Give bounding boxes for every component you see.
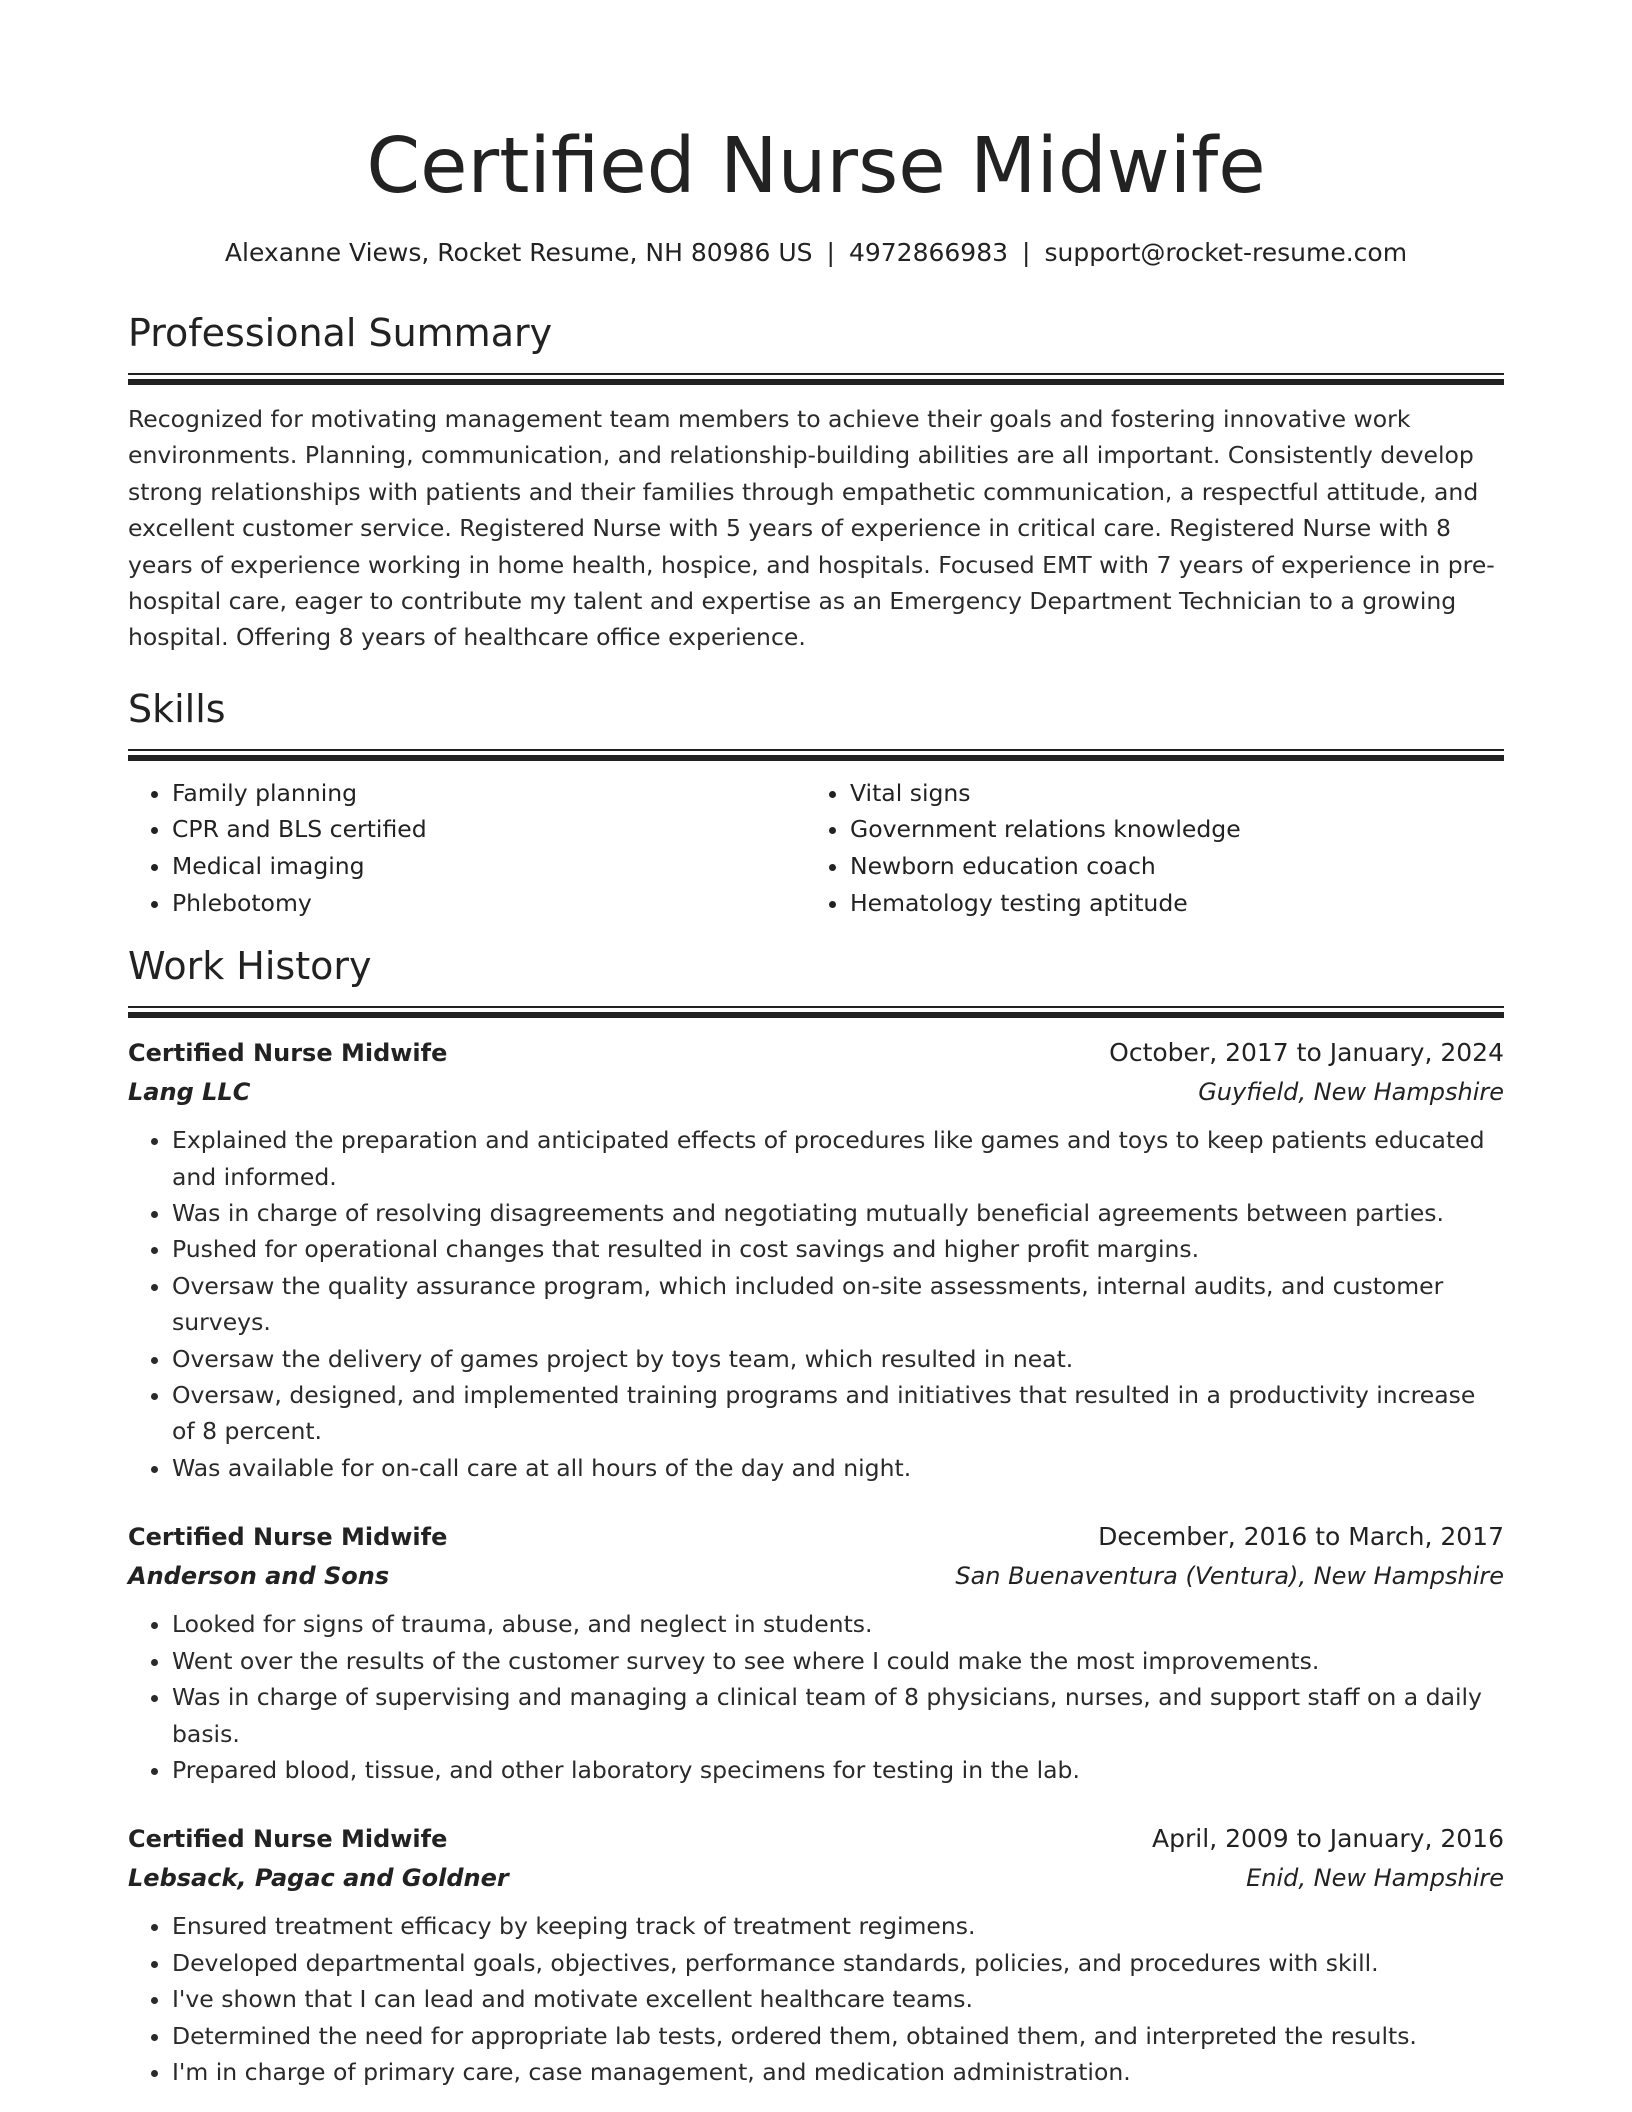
skills-section bbox=[128, 684, 1504, 921]
job-company: Lebsack, Pagac and Goldner bbox=[128, 1864, 509, 1893]
skill-item: • Family planning bbox=[172, 775, 806, 812]
summary-text: Recognized for motivating management team members to achieve their goals and fostering innovative work environments. Planning, communication, and relationship-building abilities are all important. Consistently develop strong relationships with patients and their families through empathetic communication, a respectful attitude, and excellent customer service. Registered Nurse with 5 years of experience in critical care. Registered Nurse with 8 years of experience working in home health, hospice, and hospitals. Focused EMT with 7 years of experience in pre-hospital care, eager to contribute my talent and expertise as an Emergency Department Technician to a growing hospital. Offering 8 years of healthcare office experience. bbox=[128, 405, 1495, 652]
skill-item: • Government relations knowledge bbox=[850, 811, 1484, 848]
job-bullet: • Determined the need for appropriate lab tests, ordered them, obtained them, and interpreted the results. bbox=[172, 2018, 1504, 2054]
job-header-row bbox=[128, 1518, 1504, 1556]
job-bullet: • Pushed for operational changes that resulted in cost savings and higher profit margins. bbox=[172, 1231, 1504, 1267]
summary-heading: Professional Summary bbox=[128, 311, 553, 355]
work-history-section bbox=[128, 941, 1504, 2090]
job-title: Certified Nurse Midwife bbox=[128, 1039, 448, 1068]
job-bullet: • Oversaw the delivery of games project by toys team, which resulted in neat. bbox=[172, 1341, 1504, 1377]
job-bullet: • Oversaw the quality assurance program, which included on-site assessments, internal audits, and customer surveys. bbox=[172, 1268, 1504, 1341]
contact-email: support@rocket-resume.com bbox=[1044, 238, 1408, 267]
job-company: Anderson and Sons bbox=[128, 1562, 390, 1591]
job-bullets bbox=[128, 1606, 1504, 1788]
skill-item: • Medical imaging bbox=[172, 848, 806, 885]
resume-page bbox=[128, 0, 1504, 2090]
section-divider bbox=[128, 749, 1504, 759]
job-bullet: • Oversaw, designed, and implemented training programs and initiatives that resulted in a productivity increase of 8 percent. bbox=[172, 1377, 1504, 1450]
job-bullet: • Ensured treatment efficacy by keeping track of treatment regimens. bbox=[172, 1908, 1504, 1944]
section-divider bbox=[128, 373, 1504, 383]
job-employer-row bbox=[128, 1858, 1504, 1898]
job-bullet: • Looked for signs of trauma, abuse, and neglect in students. bbox=[172, 1606, 1504, 1642]
skills-list-right bbox=[806, 775, 1484, 921]
job-bullet: • I've shown that I can lead and motivate excellent healthcare teams. bbox=[172, 1981, 1504, 2017]
job-dates: April, 2009 to January, 2016 bbox=[1152, 1824, 1504, 1854]
job-header-row bbox=[128, 1034, 1504, 1072]
contact-separator: | bbox=[826, 238, 835, 267]
summary-section bbox=[128, 308, 1504, 656]
resume-title: Certified Nurse Midwife bbox=[366, 122, 1266, 211]
job-company: Lang LLC bbox=[128, 1078, 251, 1107]
job-bullet: • Prepared blood, tissue, and other laboratory specimens for testing in the lab. bbox=[172, 1752, 1504, 1788]
job-dates: October, 2017 to January, 2024 bbox=[1109, 1038, 1504, 1068]
job-bullet: • Explained the preparation and anticipated effects of procedures like games and toys to keep patients educated and informed. bbox=[172, 1122, 1504, 1195]
job-bullet: • Was available for on-call care at all hours of the day and night. bbox=[172, 1450, 1504, 1486]
job-entry bbox=[128, 1518, 1504, 1788]
job-bullet: • Was in charge of supervising and managing a clinical team of 8 physicians, nurses, and support staff on a daily basis. bbox=[172, 1679, 1504, 1752]
contact-address: Alexanne Views, Rocket Resume, NH 80986 US bbox=[224, 238, 813, 267]
skill-item: • CPR and BLS certified bbox=[172, 811, 806, 848]
skills-columns bbox=[128, 775, 1504, 921]
skill-item: • Vital signs bbox=[850, 775, 1484, 812]
contact-line bbox=[128, 236, 1504, 270]
skill-item: • Phlebotomy bbox=[172, 885, 806, 922]
job-location: San Buenaventura (Ventura), New Hampshire bbox=[955, 1562, 1504, 1591]
skill-item: • Newborn education coach bbox=[850, 848, 1484, 885]
skills-heading: Skills bbox=[128, 686, 226, 731]
job-bullets bbox=[128, 1122, 1504, 1486]
job-location: Enid, New Hampshire bbox=[1246, 1864, 1504, 1893]
job-bullet: • I'm in charge of primary care, case management, and medication administration. bbox=[172, 2054, 1504, 2090]
contact-phone: 4972866983 bbox=[848, 238, 1009, 267]
job-title: Certified Nurse Midwife bbox=[128, 1825, 448, 1854]
job-header-row bbox=[128, 1820, 1504, 1858]
job-title: Certified Nurse Midwife bbox=[128, 1523, 448, 1552]
job-entry bbox=[128, 1034, 1504, 1486]
job-employer-row bbox=[128, 1556, 1504, 1596]
job-bullet: • Went over the results of the customer survey to see where I could make the most improvements. bbox=[172, 1643, 1504, 1679]
job-entry bbox=[128, 1820, 1504, 2090]
job-employer-row bbox=[128, 1072, 1504, 1112]
section-divider bbox=[128, 1006, 1504, 1016]
job-bullets bbox=[128, 1908, 1504, 2090]
job-bullet: • Developed departmental goals, objectives, performance standards, policies, and procedures with skill. bbox=[172, 1945, 1504, 1981]
work-history-heading: Work History bbox=[128, 944, 372, 989]
job-bullet: • Was in charge of resolving disagreements and negotiating mutually beneficial agreements between parties. bbox=[172, 1195, 1504, 1231]
job-dates: December, 2016 to March, 2017 bbox=[1098, 1522, 1504, 1552]
job-location: Guyfield, New Hampshire bbox=[1198, 1078, 1504, 1107]
skills-list-left bbox=[128, 775, 806, 921]
contact-separator: | bbox=[1022, 238, 1031, 267]
skill-item: • Hematology testing aptitude bbox=[850, 885, 1484, 922]
